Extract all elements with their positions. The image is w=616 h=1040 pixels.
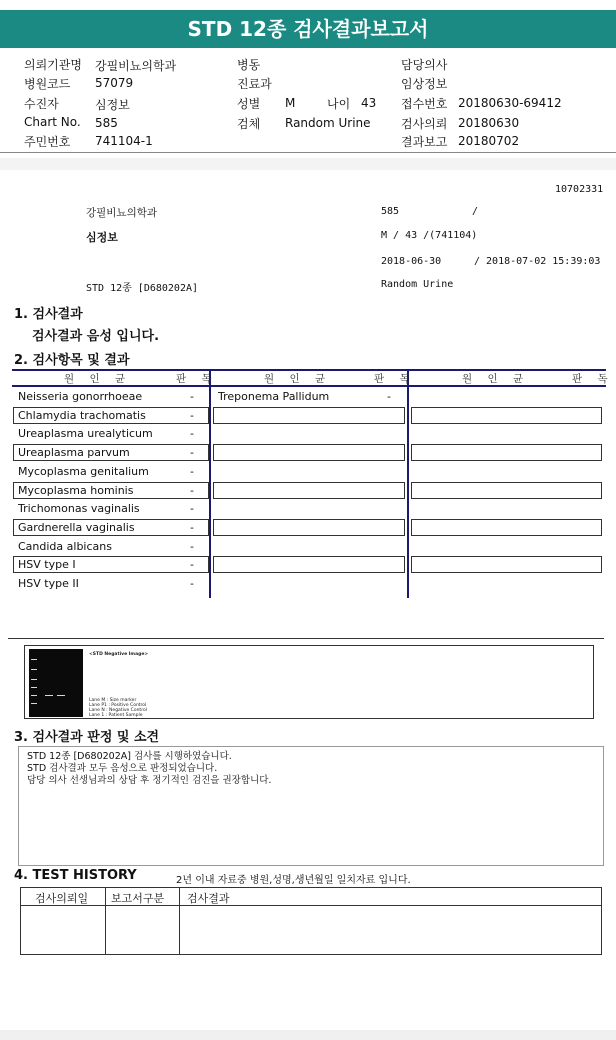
pathogen-result: - (190, 483, 194, 497)
meta-test-code: STD 12종 [D680202A] (86, 283, 199, 294)
gel-band (31, 669, 37, 670)
header-age-label: 나이 (327, 97, 351, 111)
meta-chart: 585 (381, 206, 400, 217)
header-value: 741104-1 (95, 134, 153, 148)
pathogen-result: - (190, 577, 194, 590)
pathogen-name: HSV type I (18, 558, 76, 572)
gel-caption: <STD Negative Image> (89, 652, 149, 657)
table-vline-1 (209, 369, 211, 598)
header-label: 결과보고 (401, 135, 448, 149)
meta-date-reported: / 2018-07-02 15:39:03 (474, 256, 601, 267)
meta-patient: 심정보 (86, 231, 118, 244)
pathogen-name: Ureaplasma urealyticum (18, 427, 153, 441)
pathogen-result: - (190, 558, 194, 572)
header-label: Chart No. (24, 115, 81, 129)
header-label: 담당의사 (401, 58, 448, 72)
row-box (411, 556, 602, 573)
table-vline-2 (407, 369, 409, 598)
gel-legend-line: Lane N : Negative Control (89, 708, 147, 713)
comment-box (18, 746, 604, 866)
header-value: 심정보 (95, 98, 130, 112)
gel-legend-line: Lane M : Size marker (89, 698, 137, 703)
pathogen-name: Mycoplasma hominis (18, 483, 134, 497)
pathogen-name: Chlamydia trachomatis (18, 408, 146, 422)
meta-specimen: Random Urine (381, 279, 454, 290)
pathogen-name: HSV type II (18, 577, 79, 590)
gel-band (31, 687, 37, 688)
pathogen-result: - (190, 446, 194, 460)
history-col-type: 보고서구분 (111, 892, 165, 905)
pathogen-name: Trichomonas vaginalis (18, 502, 140, 516)
comment-line-3: 담당 의사 선생님과의 상담 후 정기적인 검진을 권장합니다. (27, 775, 272, 786)
header-label: 접수번호 (401, 97, 448, 111)
pathogen-name: Candida albicans (18, 539, 112, 553)
header-label: 병동 (237, 58, 261, 72)
history-col-date: 검사의뢰일 (35, 892, 89, 905)
bottom-band (0, 1030, 616, 1040)
row-box (411, 482, 602, 499)
header-label: 의뢰기관명 (24, 58, 82, 72)
history-vline-2 (179, 888, 180, 954)
section1-title: 1. 검사결과 (14, 307, 83, 322)
section1-summary: 검사결과 음성 입니다. (32, 329, 160, 344)
row-box (213, 444, 405, 461)
pathogen-result: - (190, 427, 194, 441)
history-col-result: 검사결과 (187, 892, 230, 905)
gel-legend-line: Lane P1 : Positive Control (89, 703, 147, 708)
row-box (213, 482, 405, 499)
col-head-pathogen-1: 원 인 균 (64, 373, 132, 385)
pathogen-name: Gardnerella vaginalis (18, 520, 135, 534)
history-header (21, 888, 601, 906)
gel-band (45, 695, 53, 696)
meta-clinic: 강필비뇨의학과 (86, 207, 158, 219)
header-label: 검사의뢰 (401, 117, 448, 131)
gel-image (29, 649, 83, 717)
pathogen-result: - (190, 464, 194, 478)
pathogen-name: Treponema Pallidum (218, 390, 330, 403)
gel-band (57, 695, 65, 696)
row-box (411, 407, 602, 424)
header-label: 병원코드 (24, 77, 71, 91)
gel-legend-line: Lane 1 : Patient Sample (89, 713, 143, 718)
pathogen-result: - (190, 408, 194, 422)
header-label: 성별 (237, 97, 261, 111)
header-age-value: 43 (361, 96, 377, 110)
history-table (20, 887, 602, 955)
report-title: STD 12종 검사결과보고서 (0, 10, 616, 48)
header-value: 20180630 (458, 116, 520, 130)
col-head-result-1: 판 독 (176, 373, 218, 385)
header-label: 주민번호 (24, 135, 71, 149)
pathogen-result: - (190, 502, 194, 516)
gel-band (31, 679, 37, 680)
comment-line-1: STD 12종 [D680202A] 검사를 시행하였습니다. (27, 751, 232, 762)
pathogen-result: - (387, 390, 391, 403)
header-band (0, 158, 616, 170)
header-label: 수진자 (24, 97, 59, 111)
header-value: 20180630-69412 (458, 96, 562, 110)
meta-slash: / (472, 206, 479, 217)
header-label: 진료과 (237, 77, 272, 91)
gel-band (31, 695, 37, 696)
header-value: 585 (95, 116, 118, 130)
col-head-result-2: 판 독 (374, 373, 416, 385)
row-box (213, 519, 405, 536)
section4-title: 4. TEST HISTORY (14, 868, 137, 883)
report-number: 10702331 (555, 184, 604, 195)
header-value: 57079 (95, 76, 134, 90)
pathogen-result: - (190, 390, 194, 403)
header-divider (0, 152, 616, 153)
row-box (411, 519, 602, 536)
pathogen-result: - (190, 539, 194, 553)
section4-note: 2년 이내 자료중 병원,성명,생년월일 일치자료 입니다. (176, 875, 411, 886)
row-box (213, 556, 405, 573)
header-label: 검체 (237, 117, 261, 131)
header-value: Random Urine (285, 116, 371, 130)
header-value: M (285, 96, 296, 110)
col-head-result-3: 판 독 (572, 373, 614, 385)
header-value: 20180702 (458, 134, 520, 148)
pathogen-name: Neisseria gonorrhoeae (18, 390, 143, 403)
row-box (411, 444, 602, 461)
gel-image-frame (24, 645, 594, 719)
section3-title: 3. 검사결과 판정 및 소견 (14, 730, 160, 745)
gel-band (31, 703, 37, 704)
header-label: 임상정보 (401, 77, 448, 91)
meta-sex-age: M / 43 /(741104) (381, 230, 478, 241)
row-box (213, 407, 405, 424)
gel-band (31, 659, 37, 660)
comment-line-2: STD 검사결과 모두 음성으로 판정되었습니다. (27, 763, 218, 774)
header-value: 강필비뇨의학과 (95, 59, 177, 73)
section2-title: 2. 검사항목 및 결과 (14, 353, 130, 368)
image-divider (8, 638, 604, 639)
col-head-pathogen-3: 원 인 균 (462, 373, 530, 385)
col-head-pathogen-2: 원 인 균 (264, 373, 332, 385)
meta-date-received: 2018-06-30 (381, 256, 442, 267)
pathogen-result: - (190, 520, 194, 534)
pathogen-name: Ureaplasma parvum (18, 446, 130, 460)
pathogen-name: Mycoplasma genitalium (18, 464, 149, 478)
history-vline-1 (105, 888, 106, 954)
